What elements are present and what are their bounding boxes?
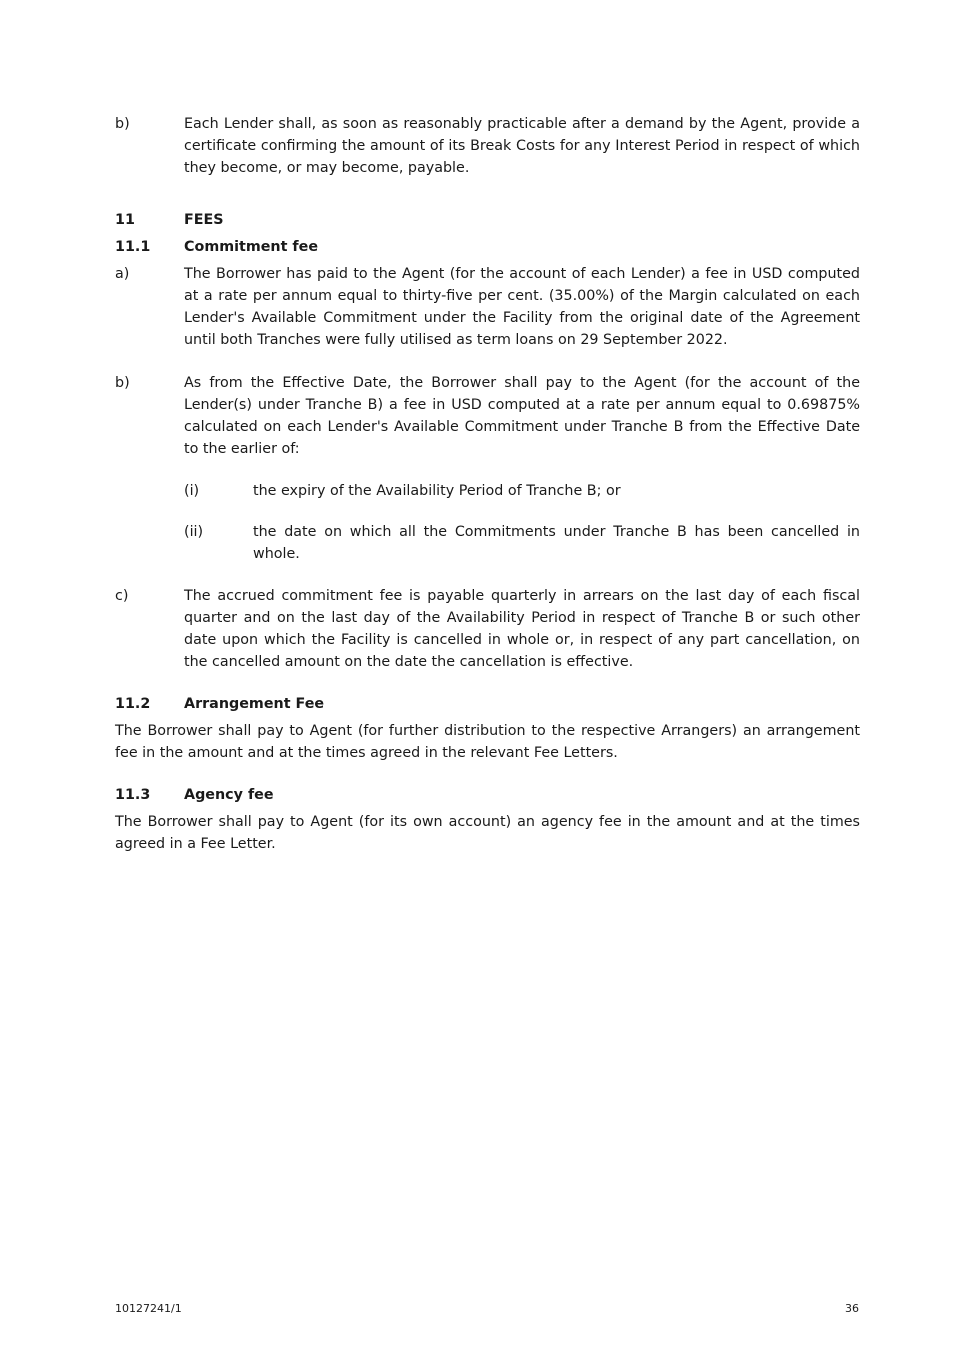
clause-text: As from the Effective Date, the Borrower shall pay to the Agent (for the account of the Lender(s) under Tranche B) a fee in USD computed at a rate per annum equal to 0.69875% calculated on each Lender's Available Commitment under Tranche B from the Effective Date to the earlier of: bbox=[184, 375, 860, 457]
section-number: 11.3 bbox=[115, 787, 151, 803]
section-number: 11 bbox=[115, 212, 135, 228]
document-reference: 10127241/1 bbox=[115, 1302, 182, 1315]
clause-label: b) bbox=[115, 375, 130, 391]
subclause-label: (i) bbox=[184, 483, 200, 499]
clause-text: The accrued commitment fee is payable quarterly in arrears on the last day of each fiscal quarter and on the last day of the Availability Period in respect of Tranche B or such other date upon which the Facility is cancelled in whole or, in respect of any part cancellation, on the cancelled amount on the date the cancellation is effective. bbox=[184, 588, 860, 670]
section-title: Agency fee bbox=[184, 787, 274, 803]
section-number: 11.2 bbox=[115, 696, 151, 712]
section-title: Commitment fee bbox=[184, 239, 319, 255]
subclause-label: (ii) bbox=[184, 524, 204, 540]
page-number: 36 bbox=[845, 1302, 859, 1315]
section-11-2-text: The Borrower shall pay to Agent (for further distribution to the respective Arrangers) an arrangement fee in the amount and at the times agreed in the relevant Fee Letters. bbox=[115, 723, 860, 761]
section-number: 11.1 bbox=[115, 239, 151, 255]
clause-label: a) bbox=[115, 266, 130, 282]
clause-text: Each Lender shall, as soon as reasonably practicable after a demand by the Agent, provide a certificate confirming the amount of its Break Costs for any Interest Period in respect of which they become, or may become, payable. bbox=[184, 116, 860, 176]
section-title: FEES bbox=[184, 212, 224, 228]
clause-label: b) bbox=[115, 116, 130, 132]
clause-label: c) bbox=[115, 588, 129, 604]
subclause-text: the expiry of the Availability Period of Tranche B; or bbox=[253, 483, 621, 499]
subclause-text: the date on which all the Commitments under Tranche B has been cancelled in whole. bbox=[253, 524, 860, 562]
section-11-3-text: The Borrower shall pay to Agent (for its own account) an agency fee in the amount and at the times agreed in a Fee Letter. bbox=[115, 814, 860, 852]
section-title: Arrangement Fee bbox=[184, 696, 325, 712]
clause-text: The Borrower has paid to the Agent (for the account of each Lender) a fee in USD computed at a rate per annum equal to thirty-five per cent. (35.00%) of the Margin calculated on each Lender's Available Commitment under the Facility from the original date of the Agreement until both Tranches were fully utilised as term loans on 29 September 2022. bbox=[184, 266, 860, 348]
